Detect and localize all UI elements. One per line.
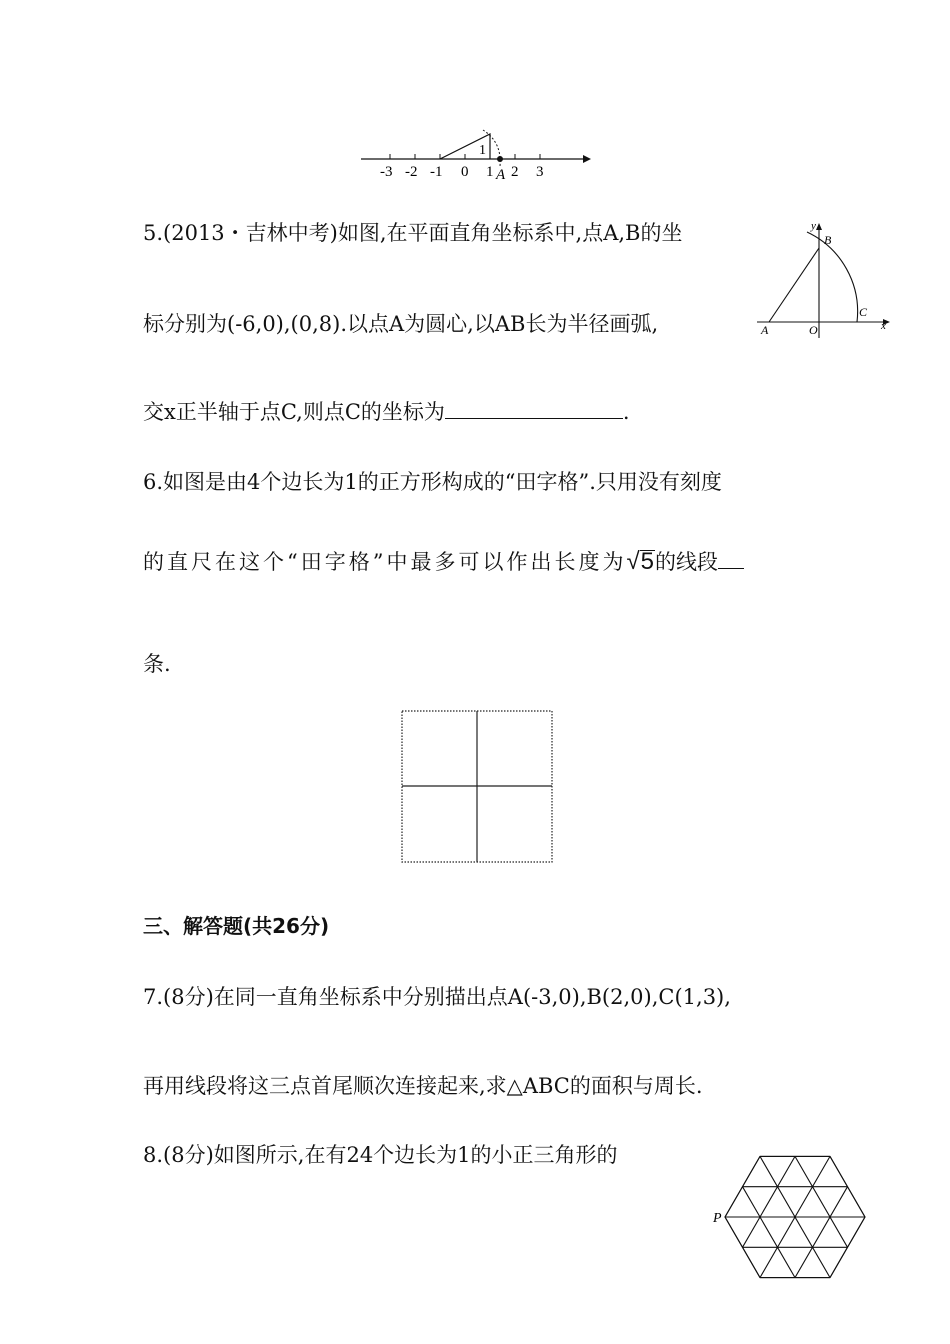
- tianzige-grid: [400, 710, 554, 864]
- triangle-side-label: 1: [479, 143, 486, 158]
- point-a-label: A: [761, 323, 769, 337]
- point-a-label: A: [496, 167, 506, 183]
- grid-line: [795, 1187, 848, 1278]
- q5-coordinate-figure: [755, 218, 895, 343]
- tick-label: -3: [380, 164, 393, 180]
- tick-label: -2: [405, 164, 418, 180]
- q6-line2-end: 的线段: [655, 550, 719, 574]
- number-line-figure: [355, 122, 595, 184]
- q6-line3: 条.: [143, 652, 171, 676]
- q7-line2: 再用线段将这三点首尾顺次连接起来,求△ABC的面积与周长.: [143, 1074, 703, 1098]
- origin-label: O: [809, 323, 818, 337]
- segment-ab: [769, 248, 819, 322]
- sqrt-radicand: 5: [640, 548, 655, 575]
- hexagon-triangle-grid: [705, 1138, 885, 1338]
- q5-line1: 5.(2013・吉林中考)如图,在平面直角坐标系中,点A,B的坐: [143, 221, 683, 245]
- q8-line1: 8.(8分)如图所示,在有24个边长为1的小正三角形的: [143, 1143, 618, 1167]
- point-p-label: P: [713, 1211, 722, 1226]
- grid-line: [743, 1156, 796, 1247]
- arc-bc: [807, 232, 858, 322]
- y-axis-label: y: [811, 220, 816, 232]
- q6-line2-text: 的直尺在这个“田字格”中最多可以作出长度为: [143, 550, 627, 574]
- answer-blank[interactable]: [718, 548, 744, 569]
- grid-line: [743, 1187, 796, 1278]
- point-a-dot: [497, 156, 503, 162]
- tick-label: -1: [430, 164, 443, 180]
- grid-line: [795, 1156, 848, 1247]
- q7-line1: 7.(8分)在同一直角坐标系中分别描出点A(-3,0),B(2,0),C(1,3),: [143, 985, 731, 1009]
- tick-label: 3: [536, 164, 544, 180]
- x-axis-label: x: [881, 320, 886, 332]
- q5-line3-end: .: [622, 400, 630, 424]
- tick-label: 0: [461, 164, 469, 180]
- answer-blank[interactable]: [445, 398, 623, 419]
- sqrt-five: √5: [626, 548, 655, 575]
- section-title: 三、解答题(共26分): [143, 914, 330, 938]
- tick-label: 1: [486, 164, 494, 180]
- q5-line3: [143, 398, 630, 426]
- q6-line2: [143, 548, 744, 576]
- q5-line2: 标分别为(-6,0),(0,8).以点A为圆心,以AB长为半径画弧,: [143, 312, 659, 336]
- point-b-label: B: [824, 233, 832, 247]
- tick-label: 2: [511, 164, 519, 180]
- point-c-label: C: [859, 305, 868, 319]
- q5-line3-text: 交x正半轴于点C,则点C的坐标为: [143, 400, 445, 424]
- q6-line1: 6.如图是由4个边长为1的正方形构成的“田字格”.只用没有刻度: [143, 470, 722, 494]
